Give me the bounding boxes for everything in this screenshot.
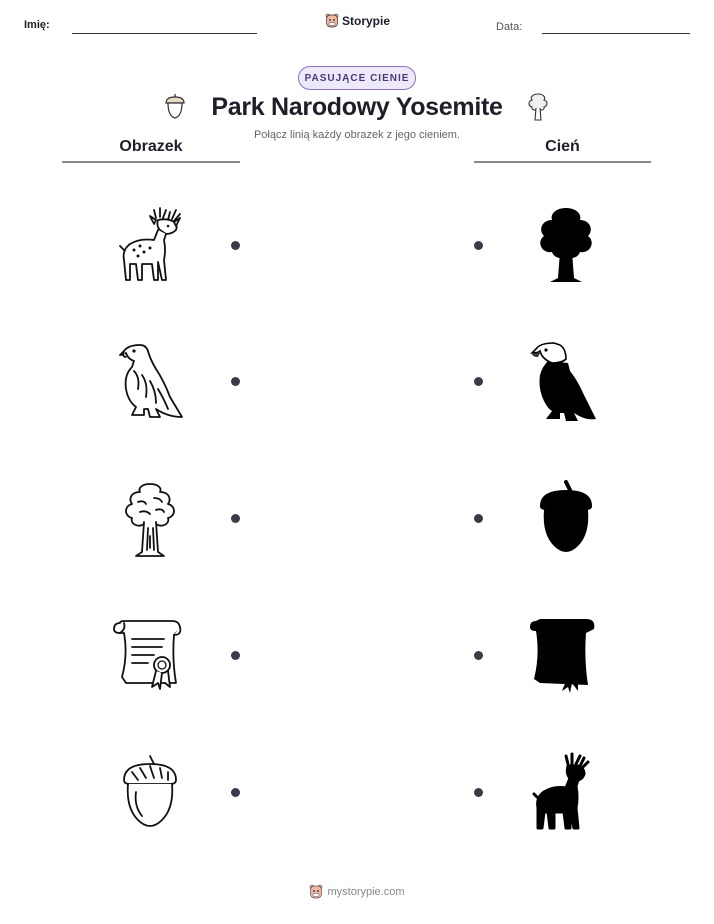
- picture-dot-3[interactable]: [231, 514, 240, 523]
- shadow-dot-5[interactable]: [474, 788, 483, 797]
- footer-url[interactable]: mystorypie.com: [327, 886, 405, 898]
- acorn-shadow-icon: [526, 478, 606, 558]
- shadow-dot-2[interactable]: [474, 377, 483, 386]
- tree-shadow-icon: [526, 204, 606, 284]
- deer-shadow-icon: [526, 752, 606, 832]
- column-header-picture: Obrazek: [119, 138, 183, 155]
- bear-logo-icon: [325, 13, 339, 29]
- shadow-dot-1[interactable]: [474, 241, 483, 250]
- column-header-shadow: Cień: [545, 138, 580, 155]
- footer: [0, 884, 714, 900]
- picture-dot-2[interactable]: [231, 377, 240, 386]
- deer-icon: [110, 204, 190, 284]
- instructions: Połącz linią każdy obrazek z jego cieniem.: [253, 129, 461, 141]
- page-title: Park Narodowy Yosemite: [211, 93, 503, 121]
- picture-dot-4[interactable]: [231, 651, 240, 660]
- shadow-dot-3[interactable]: [474, 514, 483, 523]
- scroll-shadow-icon: [526, 615, 606, 695]
- tree-decor-icon: [526, 92, 550, 122]
- bear-logo-icon: [309, 884, 323, 900]
- tree-icon: [110, 478, 190, 558]
- name-label: Imię:: [24, 19, 50, 31]
- eagle-shadow-icon: [526, 341, 606, 421]
- acorn-icon: [110, 752, 190, 832]
- date-line[interactable]: [542, 33, 690, 34]
- date-label: Data:: [496, 21, 523, 33]
- shadow-dot-4[interactable]: [474, 651, 483, 660]
- activity-badge: PASUJĄCE CIENIE: [298, 66, 416, 90]
- picture-dot-1[interactable]: [231, 241, 240, 250]
- brand-name: Storypie: [342, 14, 391, 28]
- column-underline-left: [62, 161, 240, 163]
- eagle-icon: [110, 341, 190, 421]
- column-underline-right: [474, 161, 651, 163]
- brand-logo: [325, 13, 390, 29]
- name-line[interactable]: [72, 33, 257, 34]
- diploma-scroll-icon: [110, 615, 190, 695]
- picture-dot-5[interactable]: [231, 788, 240, 797]
